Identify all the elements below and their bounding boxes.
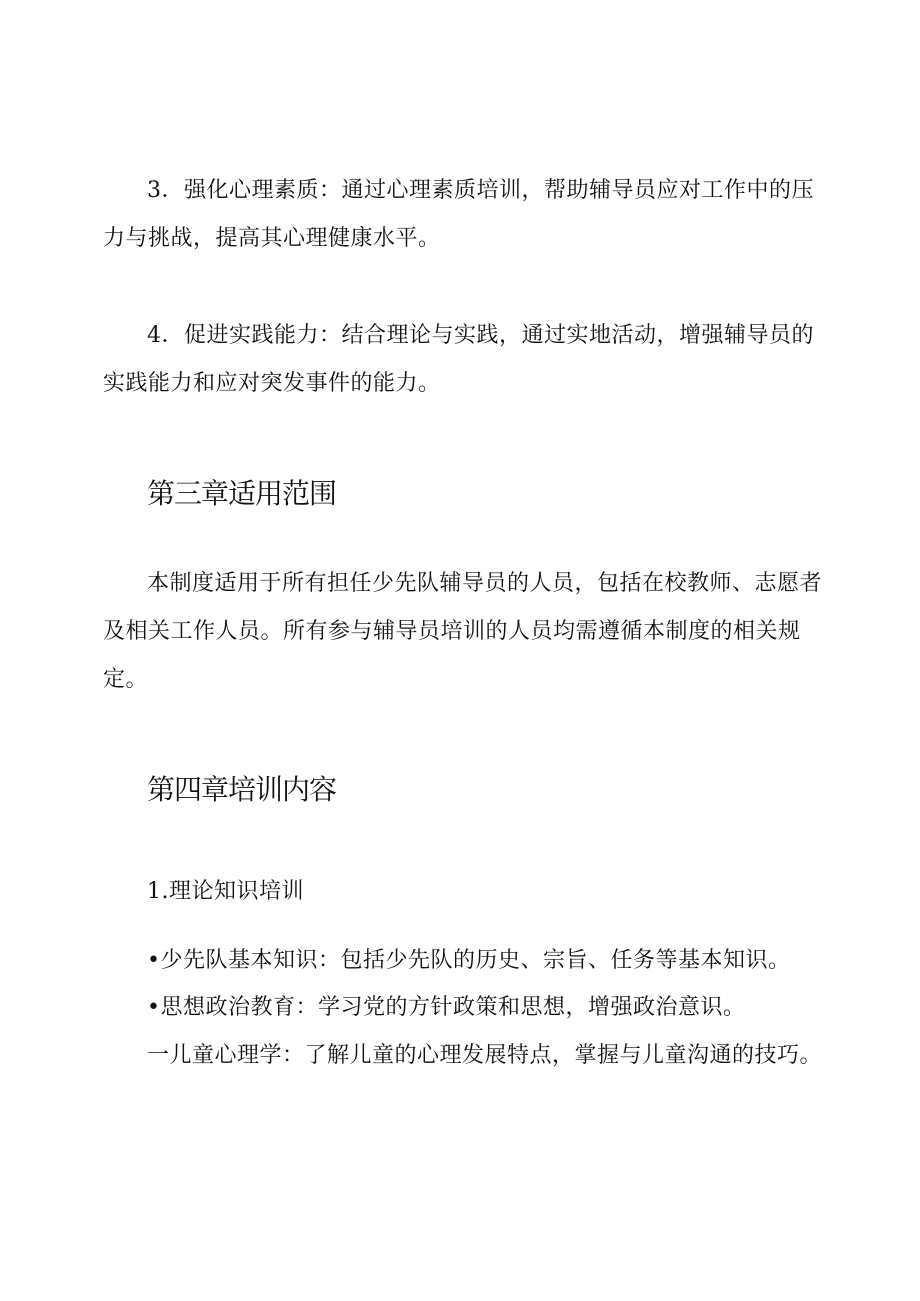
- chapter-4-heading: 第四章培训内容: [147, 773, 337, 806]
- paragraph-item-3: 3．强化心理素质：通过心理素质培训，帮助辅导员应对工作中的压力与挑战，提高其心理健康水平。: [103, 178, 814, 251]
- bullet-child-psychology: 一儿童心理学：了解儿童的心理发展特点，掌握与儿童沟通的技巧。: [147, 1043, 823, 1068]
- bullet-basic-knowledge: •少先队基本知识：包括少先队的历史、宗旨、任务等基本知识。: [147, 948, 791, 973]
- bullet-political-education: •思想政治教育：学习党的方针政策和思想，增强政治意识。: [147, 995, 746, 1020]
- training-item-1-title: 1.理论知识培训: [147, 879, 304, 904]
- chapter-3-heading: 第三章适用范围: [147, 477, 337, 510]
- paragraph-item-4: 4．促进实践能力：结合理论与实践，通过实地活动，增强辅导员的实践能力和应对突发事件的能力。: [103, 323, 814, 396]
- chapter-3-body: 本制度适用于所有担任少先队辅导员的人员，包括在校教师、志愿者及相关工作人员。所有参与辅导员培训的人员均需遵循本制度的相关规定。: [103, 571, 823, 692]
